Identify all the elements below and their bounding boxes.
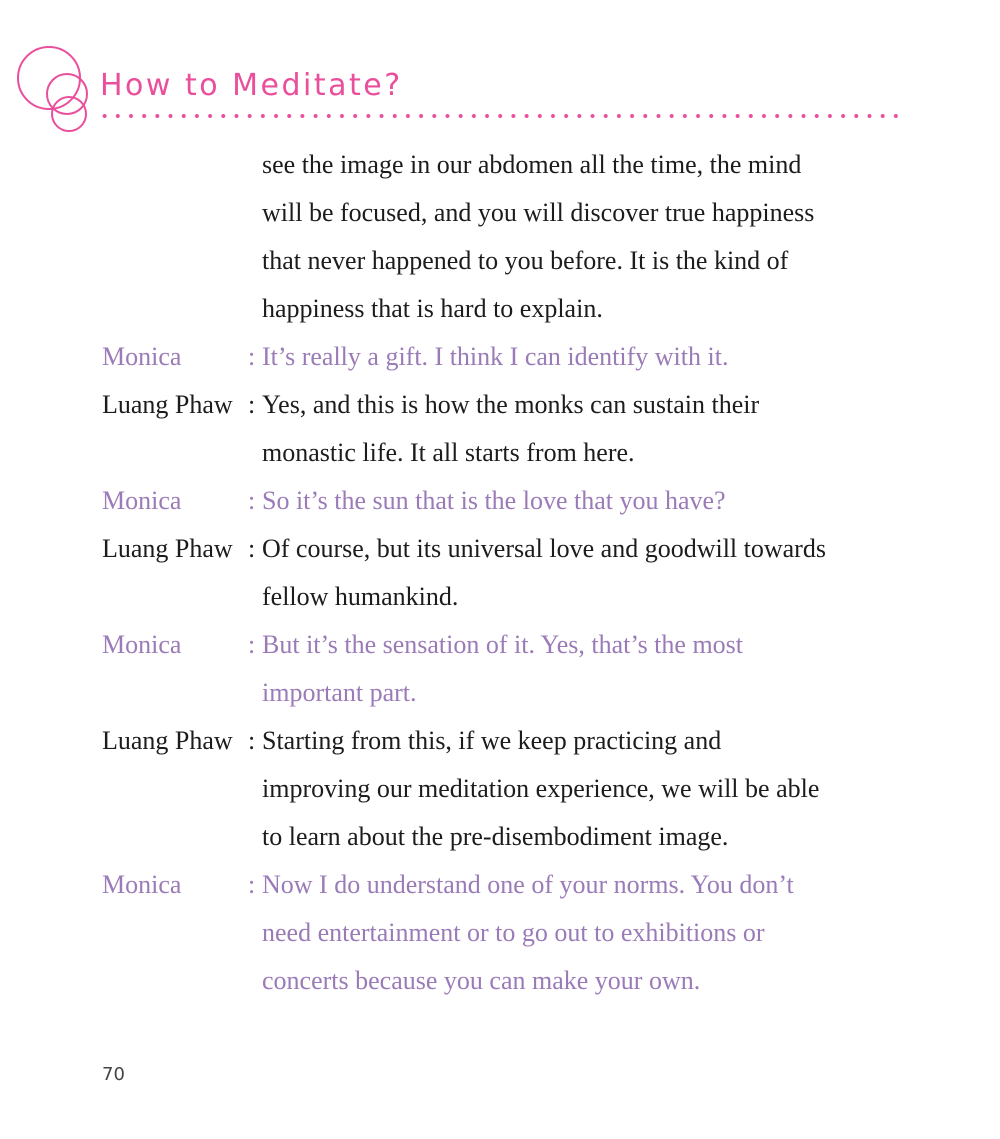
dialogue-line: to learn about the pre-disembodiment image. [262, 822, 729, 851]
dialogue-line: Of course, but its universal love and goodwill towards [262, 534, 826, 563]
dialogue-turn [102, 717, 902, 861]
dialogue-turn [102, 477, 902, 525]
speaker-name: Luang Phaw [102, 726, 233, 755]
dialogue-line: improving our meditation experience, we will be able [262, 774, 820, 803]
dialogue-turn [102, 525, 902, 621]
dialogue-turn [102, 861, 902, 1005]
speaker-colon: : [248, 870, 256, 899]
dialogue-turn [102, 621, 902, 717]
dialogue-text [262, 621, 902, 717]
speaker-name: Monica [102, 870, 182, 899]
speaker-colon: : [248, 342, 256, 371]
speaker-name: Monica [102, 342, 182, 371]
dialogue-line: important part. [262, 678, 417, 707]
dialogue-turn [102, 141, 902, 333]
dialogue-line: It’s really a gift. I think I can identify with it. [262, 342, 729, 371]
dialogue-text [262, 333, 902, 381]
dialogue-transcript [102, 141, 902, 1005]
dialogue-line: So it’s the sun that is the love that you have? [262, 486, 726, 515]
speaker-colon [248, 141, 262, 333]
dialogue-line: fellow humankind. [262, 582, 459, 611]
dialogue-line: see the image in our abdomen all the time, the mind [262, 150, 802, 179]
dialogue-line: that never happened to you before. It is the kind of [262, 246, 789, 275]
speaker-name: Luang Phaw [102, 390, 233, 419]
dialogue-text [262, 717, 902, 861]
dialogue-line: Yes, and this is how the monks can sustain their [262, 390, 760, 419]
dialogue-text [262, 525, 902, 621]
speaker-colon: : [248, 486, 256, 515]
speaker-colon: : [248, 534, 256, 563]
speaker-colon: : [248, 726, 256, 755]
dialogue-line: monastic life. It all starts from here. [262, 438, 635, 467]
page-number: 70 [102, 1064, 125, 1085]
speaker-colon: : [248, 390, 256, 419]
dialogue-line: Starting from this, if we keep practicing and [262, 726, 722, 755]
dotted-divider [98, 112, 900, 120]
speaker-name: Monica [102, 630, 182, 659]
speaker-name [102, 141, 248, 333]
dialogue-line: happiness that is hard to explain. [262, 294, 603, 323]
dialogue-line: But it’s the sensation of it. Yes, that’s the most [262, 630, 744, 659]
overlapping-circles-icon [12, 40, 102, 135]
dialogue-text [262, 861, 902, 1005]
section-title: How to Meditate? [100, 68, 403, 103]
dialogue-line: Now I do understand one of your norms. You don’t [262, 870, 794, 899]
dialogue-line: concerts because you can make your own. [262, 966, 701, 995]
dialogue-text [262, 141, 902, 333]
dialogue-turn [102, 381, 902, 477]
dialogue-text [262, 477, 902, 525]
dialogue-text [262, 381, 902, 477]
dialogue-line: need entertainment or to go out to exhibitions or [262, 918, 765, 947]
dialogue-line: will be focused, and you will discover true happiness [262, 198, 815, 227]
speaker-name: Luang Phaw [102, 534, 233, 563]
speaker-colon: : [248, 630, 256, 659]
dialogue-turn [102, 333, 902, 381]
speaker-name: Monica [102, 486, 182, 515]
